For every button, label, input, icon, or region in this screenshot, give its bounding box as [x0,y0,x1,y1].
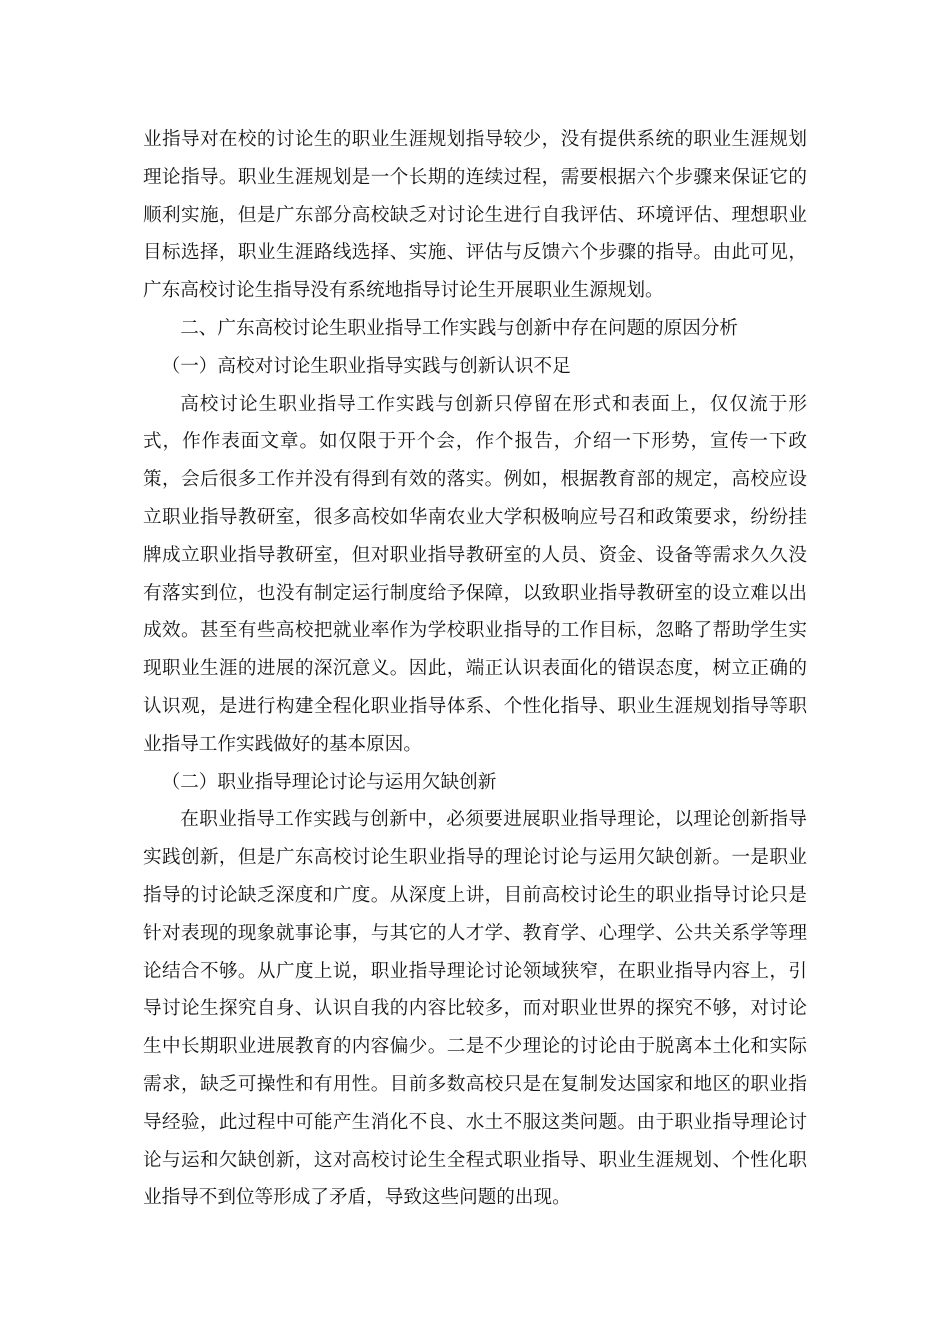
body-paragraph: 在职业指导工作实践与创新中，必须要进展职业指导理论，以理论创新指导实践创新，但是广东高校讨论生职业指导的理论讨论与运用欠缺创新。一是职业指导的讨论缺乏深度和广度。从深度上讲，目前高校讨论生的职业指导讨论只是针对表现的现象就事论事，与其它的人才学、教育学、心理学、公共关系学等理论结合不够。从广度上说，职业指导理论讨论领域狭窄，在职业指导内容上，引导讨论生探究自身、认识自我的内容比较多，而对职业世界的探究不够，对讨论生中长期职业进展教育的内容偏少。二是不少理论的讨论由于脱离本土化和实际需求，缺乏可操性和有用性。目前多数高校只是在复制发达国家和地区的职业指导经验，此过程中可能产生消化不良、水土不服这类问题。由于职业指导理论讨论与运和欠缺创新，这对高校讨论生全程式职业指导、职业生涯规划、个性化职业指导不到位等形成了矛盾，导致这些问题的出现。 [143,809,807,1209]
section-heading: 二、广东高校讨论生职业指导工作实践与创新中存在问题的原因分析 [180,317,739,339]
subsection-heading: （二）职业指导理论讨论与运用欠缺创新 [161,771,497,793]
subsection-heading: （一）高校对讨论生职业指导实践与创新认识不足 [161,355,571,377]
document-page [143,121,807,1217]
body-paragraph: 高校讨论生职业指导工作实践与创新只停留在形式和表面上，仅仅流于形式，作作表面文章。如仅限于开个会，作个报告，介绍一下形势，宣传一下政策，会后很多工作并没有得到有效的落实。例如，根据教育部的规定，高校应设立职业指导教研室，很多高校如华南农业大学积极响应号召和政策要求，纷纷挂牌成立职业指导教研室，但对职业指导教研室的人员、资金、设备等需求久久没有落实到位，也没有制定运行制度给予保障，以致职业指导教研室的设立难以出成效。甚至有些高校把就业率作为学校职业指导的工作目标，忽略了帮助学生实现职业生涯的进展的深沉意义。因此，端正认识表面化的错误态度，树立正确的认识观，是进行构建全程化职业指导体系、个性化指导、职业生涯规划指导等职业指导工作实践做好的基本原因。 [143,393,807,755]
body-paragraph: 业指导对在校的讨论生的职业生涯规划指导较少，没有提供系统的职业生涯规划理论指导。职业生涯规划是一个长期的连续过程，需要根据六个步骤来保证它的顺利实施，但是广东部分高校缺乏对讨论生进行自我评估、环境评估、理想职业目标选择，职业生涯路线选择、实施、评估与反馈六个步骤的指导。由此可见，广东高校讨论生指导没有系统地指导讨论生开展职业生源规划。 [143,129,807,302]
